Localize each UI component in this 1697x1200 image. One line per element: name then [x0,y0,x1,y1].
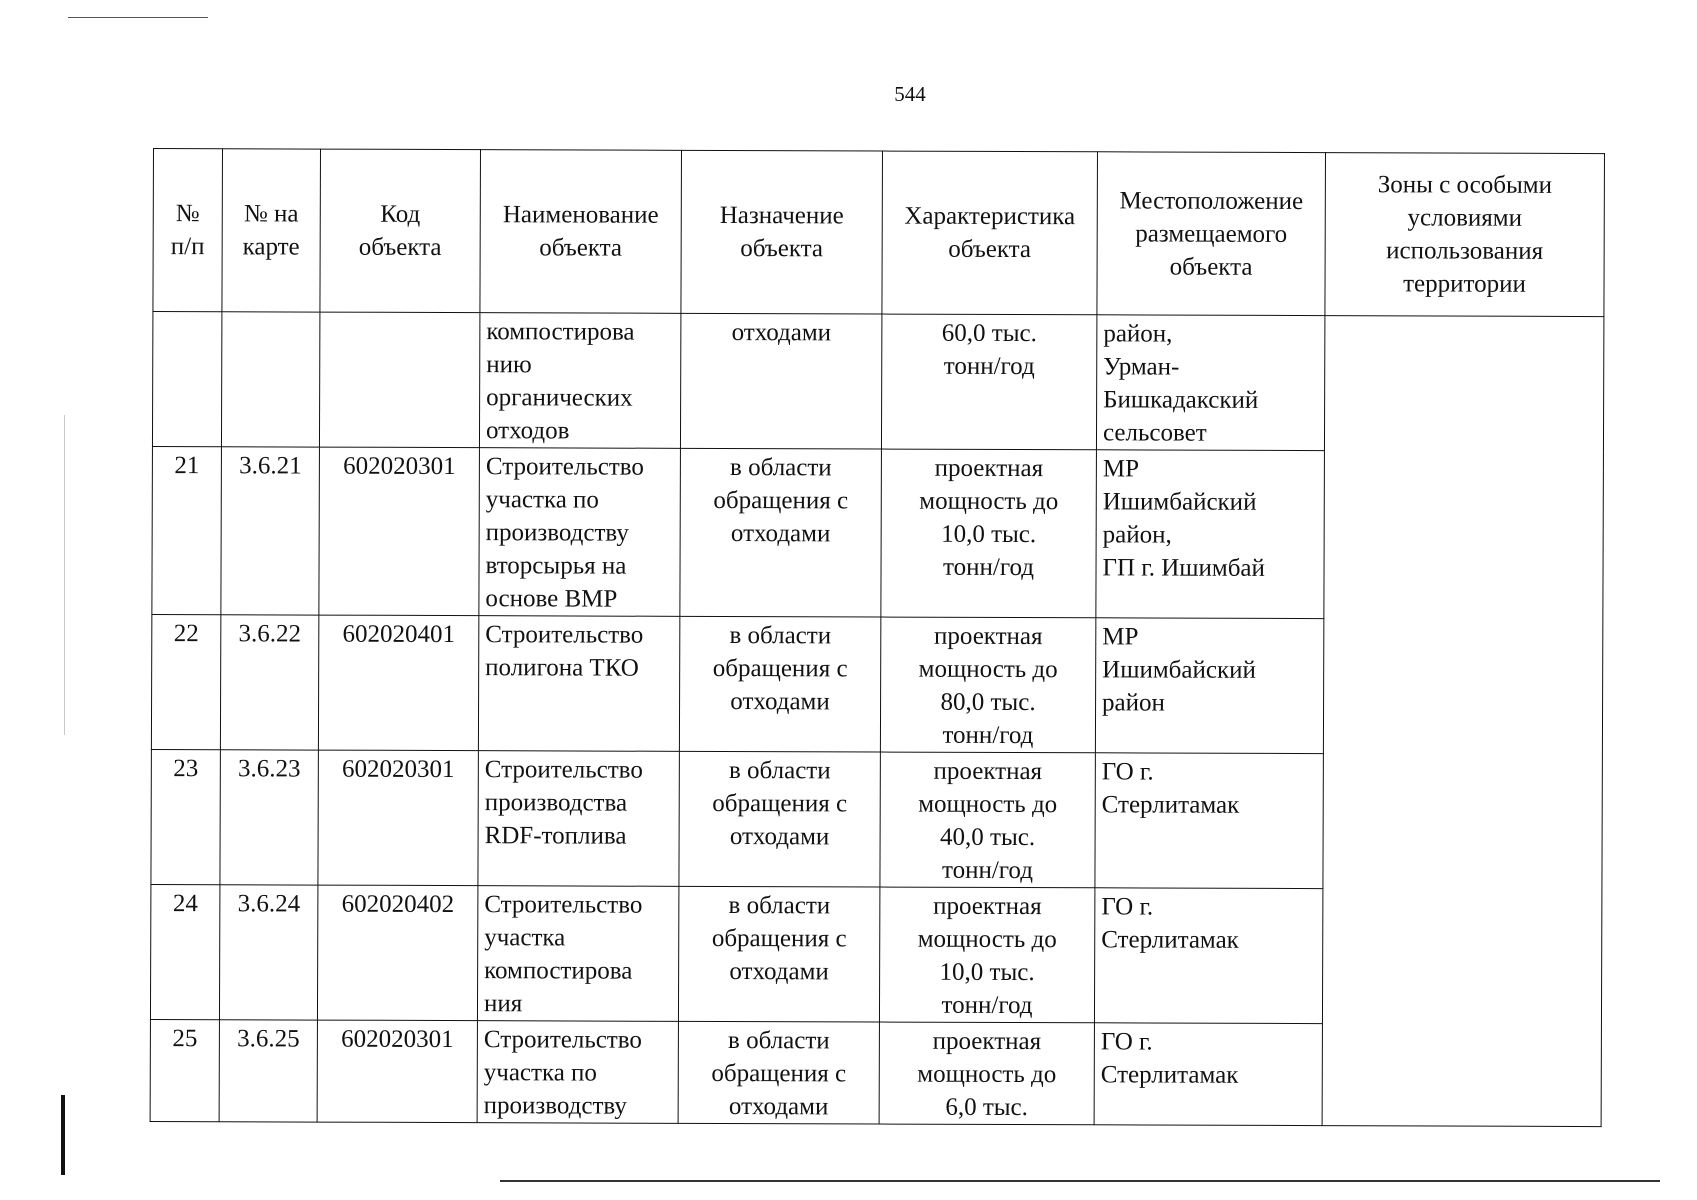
table-header [153,149,1605,317]
cell-name: компостирова нию органических отходов [479,313,680,449]
header-map: № на карте [222,149,321,312]
cell-purpose: в области обращения с отходами [680,448,882,617]
cell-location: МР Ишимбайский район, ГП г. Ишимбай [1096,450,1325,619]
header-num: № п/п [153,149,223,312]
cell-map: 3.6.22 [220,615,318,750]
cell-characteristic: 60,0 тыс. тонн/год [881,314,1096,450]
table-row [152,312,1603,452]
cell-code [319,312,479,448]
cell-name: Строительство участка компостирова ния [477,886,678,1022]
cell-map: 3.6.21 [221,447,320,615]
cell-code: 602020402 [317,885,477,1021]
cell-num: 22 [151,614,220,749]
cell-num [152,312,221,447]
cell-map: 3.6.23 [220,750,318,885]
cell-name: Строительство производства RDF-топлива [478,751,679,887]
cell-code: 602020301 [317,1020,477,1123]
cell-location: ГО г. Стерлитамак [1094,888,1322,1024]
cell-purpose: в области обращения с отходами [678,1021,879,1124]
page-number: 544 [894,82,926,106]
header-name: Наименование объекта [480,150,682,314]
header-location: Местоположение размещаемого объекта [1097,152,1326,316]
cell-name: Строительство участка по производству вторсырья на основе ВМР [479,448,681,617]
cell-num: 25 [150,1019,219,1121]
header-zones: Зоны с особыми условиями использования территории [1325,153,1605,317]
scan-mark [64,415,65,735]
header-code: Код объекта [320,149,481,313]
top-rule [68,17,208,18]
cell-num: 21 [152,446,222,614]
cell-location: ГО г. Стерлитамак [1095,753,1323,889]
cell-num: 24 [150,884,219,1019]
objects-table [150,148,1605,1127]
cell-code: 602020401 [318,615,478,751]
cell-purpose: в области обращения с отходами [679,751,880,887]
bottom-rule [500,1180,1660,1182]
cell-location: МР Ишимбайский район [1095,618,1323,754]
cell-num: 23 [151,749,220,884]
cell-name: Строительство полигона ТКО [478,616,679,752]
cell-code: 602020301 [318,750,478,886]
cell-map: 3.6.25 [219,1020,317,1122]
cell-map: 3.6.24 [219,885,317,1020]
cell-code: 602020301 [319,447,480,616]
cell-characteristic: проектная мощность до 10,0 тыс. тонн/год [879,887,1094,1023]
cell-characteristic: проектная мощность до 80,0 тыс. тонн/год [880,617,1095,753]
cell-characteristic: проектная мощность до 40,0 тыс. тонн/год [880,752,1095,888]
cell-map [221,312,319,447]
cell-purpose: в области обращения с отходами [678,886,879,1022]
cell-name: Строительство участка по производству [477,1021,678,1124]
cell-characteristic: проектная мощность до 6,0 тыс. [879,1022,1094,1125]
cell-purpose: в области обращения с отходами [679,616,880,752]
cell-characteristic: проектная мощность до 10,0 тыс. тонн/год [881,449,1097,618]
header-purpose: Назначение объекта [681,150,883,314]
cell-location: район, Урман- Бишкадакский сельсовет [1096,315,1324,451]
header-char: Характеристика объекта [882,151,1098,315]
binding-bar [61,1095,65,1175]
cell-location: ГО г. Стерлитамак [1094,1023,1322,1126]
cell-purpose: отходами [680,313,881,449]
table-body [150,312,1604,1127]
cell-zones [1322,316,1604,1127]
